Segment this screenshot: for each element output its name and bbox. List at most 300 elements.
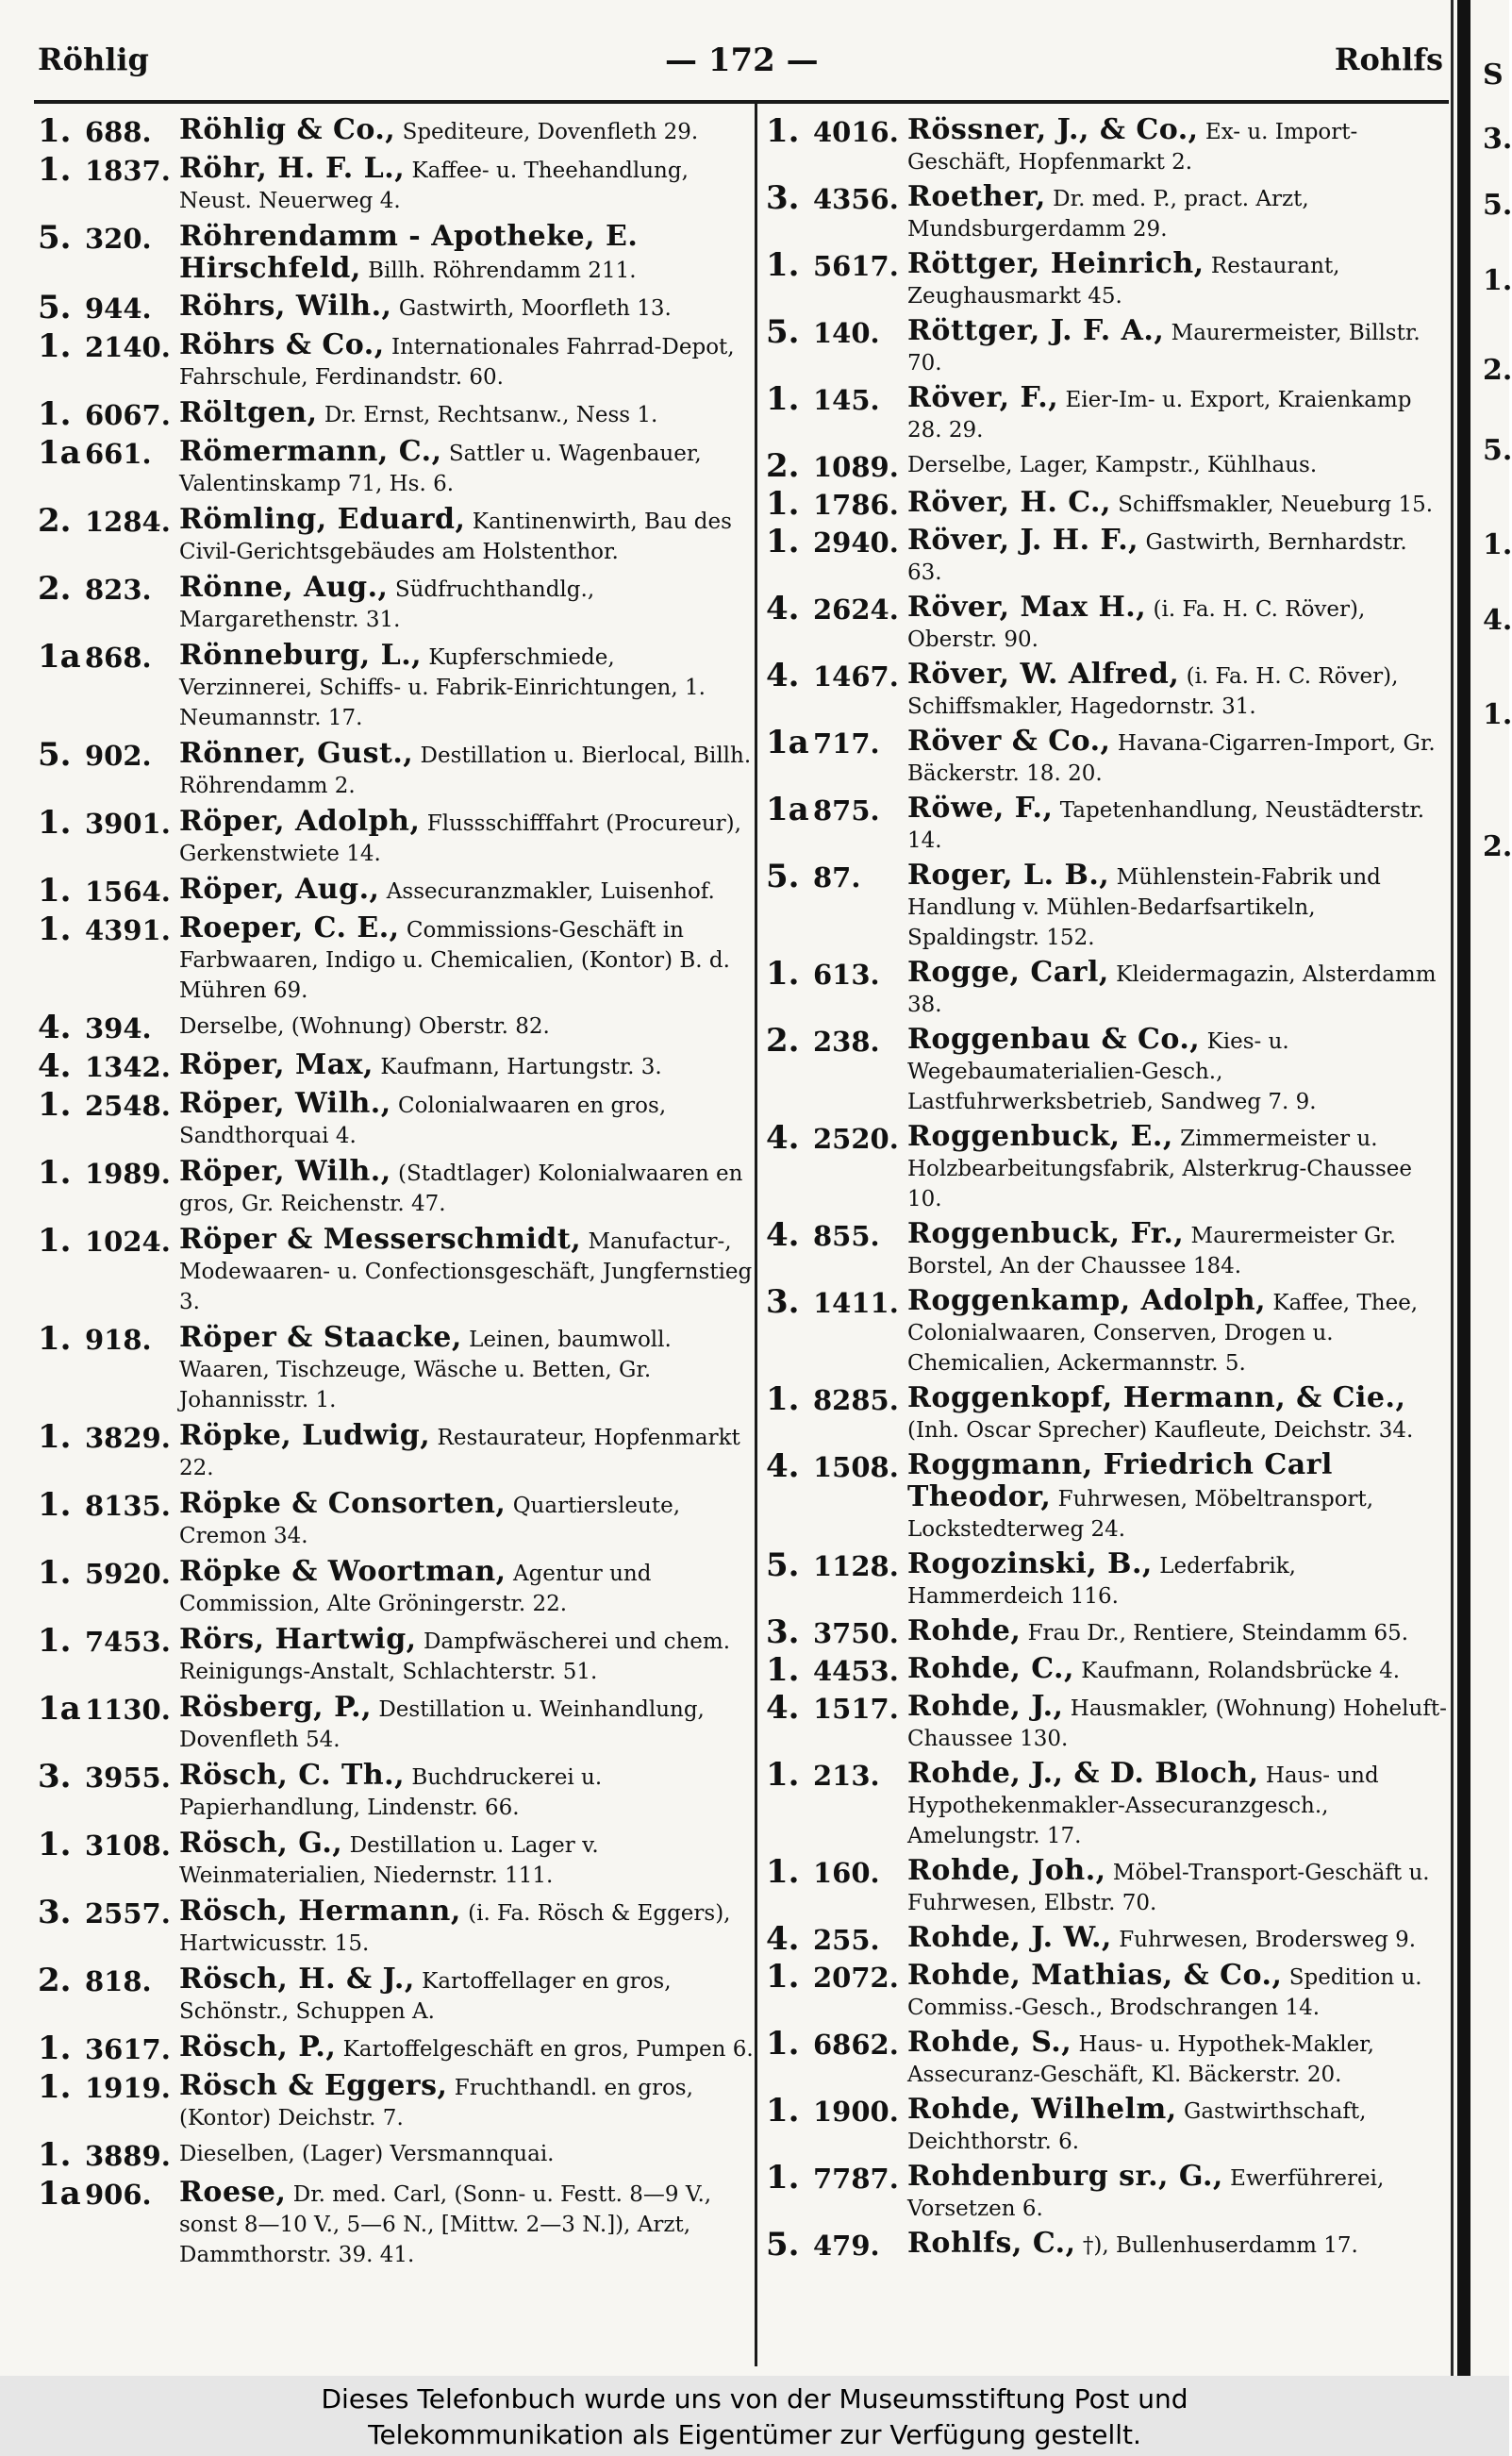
line-number: 868.: [85, 642, 152, 674]
subscriber-details: Ewerführerei, Vorsetzen 6.: [907, 2166, 1385, 2221]
directory-entry: [766, 860, 1447, 953]
directory-entry: [766, 1380, 1447, 1445]
entry-text: [179, 437, 755, 499]
subscriber-name: Rösch, Hermann,: [179, 1895, 461, 1928]
directory-entry: [766, 1022, 1447, 1117]
subscriber-details: Kies- u. Wegebaumaterialien-Gesch., Lastfuhrwerksbetrieb, Sandweg 7. 9.: [907, 1029, 1317, 1114]
line-number: 2557.: [85, 1897, 171, 1930]
subscriber-details: Südfruchthandlg., Margarethenstr. 31.: [179, 577, 595, 632]
phone-number: [766, 2025, 907, 2063]
phone-number: [766, 955, 907, 993]
subscriber-name: Roeper, C. E.,: [179, 911, 400, 944]
directory-entry: [766, 1756, 1447, 1851]
exchange-class: 1.: [766, 1958, 800, 1996]
phone-number: [766, 179, 907, 217]
phone-number: [38, 1622, 179, 1660]
directory-entry: [766, 380, 1447, 445]
phone-number: [38, 1896, 179, 1930]
exchange-class: 1.: [38, 1418, 72, 1456]
phone-number: [38, 2068, 179, 2106]
subscriber-name: Roggenkopf, Hermann, & Cie.,: [907, 1381, 1406, 1414]
line-number: 688.: [85, 116, 152, 148]
edge-fragment: 3.: [1483, 123, 1512, 156]
entry-text: [179, 222, 755, 286]
subscriber-details: Dieselben, (Lager) Versmannquai.: [179, 2142, 555, 2166]
directory-entry: [38, 112, 755, 150]
exchange-class: 2.: [38, 1962, 72, 1999]
phone-number: [38, 112, 179, 150]
phone-number: [38, 151, 179, 189]
directory-entry: [38, 151, 755, 216]
entry-text: [907, 1122, 1447, 1214]
footer-line-2: Telekommunikation als Eigentümer zur Verfügung gestellt.: [368, 2419, 1141, 2450]
line-number: 1284.: [85, 506, 171, 538]
subscriber-name: Rohlfs, C.,: [907, 2227, 1076, 2260]
subscriber-name: Rohde, S.,: [907, 2026, 1072, 2059]
edge-fragment: 4.: [1483, 604, 1512, 637]
directory-entry: [766, 1447, 1447, 1545]
phone-number: [38, 434, 179, 472]
entry-text: [907, 727, 1447, 789]
subscriber-details: Flussschifffahrt (Procureur), Gerkenstwiete 14.: [179, 811, 741, 866]
subscriber-name: Rönne, Aug.,: [179, 571, 389, 604]
subscriber-details: Spediteure, Dovenfleth 29.: [402, 120, 699, 144]
directory-entry: [38, 2175, 755, 2270]
directory-entry: [38, 1896, 755, 1959]
exchange-class: 5.: [766, 1546, 800, 1584]
line-number: 320.: [85, 223, 152, 255]
phone-number: [766, 1853, 907, 1891]
exchange-class: 1.: [766, 1651, 800, 1689]
subscriber-details: (Stadtlager) Kolonialwaaren en gros, Gr. Reichenstr. 47.: [179, 1161, 743, 1216]
line-number: 140.: [813, 317, 880, 349]
line-number: 1919.: [85, 2072, 171, 2104]
exchange-class: 1a: [766, 724, 809, 761]
exchange-class: 4.: [766, 1920, 800, 1958]
line-number: 823.: [85, 574, 152, 606]
phone-number: [38, 1320, 179, 1358]
phone-number: [766, 657, 907, 694]
subscriber-details: Gastwirth, Moorfleth 13.: [398, 296, 672, 321]
entry-text: [179, 1557, 755, 1619]
subscriber-details: Dampfwäscherei und chem. Reinigungs-Anstalt, Schlachterstr. 51.: [179, 1629, 731, 1684]
entry-text: [907, 526, 1447, 588]
phone-number: [766, 313, 907, 351]
subscriber-details: Schiffsmakler, Neueburg 15.: [1118, 493, 1434, 517]
line-number: 7453.: [85, 1626, 171, 1658]
phone-number: [38, 2136, 179, 2174]
line-number: 1508.: [813, 1451, 899, 1483]
entry-text: [907, 1692, 1447, 1754]
subscriber-name: Röhlig & Co.,: [179, 113, 396, 146]
subscriber-name: Rörs, Hartwig,: [179, 1623, 417, 1656]
entry-text: [907, 660, 1447, 722]
line-number: 2940.: [813, 526, 899, 559]
line-number: 944.: [85, 292, 152, 325]
subscriber-details: Fruchthandl. en gros, (Kontor) Deichstr. 7.: [179, 2076, 693, 2130]
subscriber-details: Billh. Röhrendamm 211.: [368, 259, 637, 283]
phone-number: [38, 1554, 179, 1592]
subscriber-details: Tapetenhandlung, Neustädterstr. 14.: [907, 798, 1425, 853]
subscriber-details: Leinen, baumwoll. Waaren, Tischzeuge, Wäsche u. Betten, Gr. Johannisstr. 1.: [179, 1328, 672, 1412]
phone-number: [38, 1964, 179, 1997]
exchange-class: 1.: [38, 1622, 72, 1660]
subscriber-name: Rogge, Carl,: [907, 956, 1109, 989]
subscriber-details: Dr. Ernst, Rechtsanw., Ness 1.: [324, 403, 658, 427]
exchange-class: 3.: [38, 1758, 72, 1796]
directory-entry: [766, 1853, 1447, 1918]
entry-text: [179, 875, 755, 907]
exchange-class: 2.: [766, 447, 800, 485]
exchange-class: 1.: [766, 2092, 800, 2130]
line-number: 1837.: [85, 155, 171, 187]
directory-entry: [38, 1758, 755, 1823]
phone-number: [766, 1613, 907, 1651]
entry-text: [179, 154, 755, 216]
subscriber-name: Röver, H. C.,: [907, 486, 1111, 519]
exchange-class: 1.: [766, 1853, 800, 1891]
directory-entry: [766, 246, 1447, 311]
directory-entry: [766, 1689, 1447, 1754]
edge-fragment: 1.: [1483, 264, 1512, 297]
subscriber-details: Agentur und Commission, Alte Gröningerstr. 22.: [179, 1562, 652, 1616]
directory-entry: [38, 434, 755, 499]
exchange-class: 1.: [38, 1826, 72, 1863]
line-number: 238.: [813, 1026, 880, 1058]
edge-fragment: 1.: [1483, 528, 1512, 561]
directory-entry: [766, 1216, 1447, 1281]
subscriber-name: Rohde, Mathias, & Co.,: [907, 1959, 1283, 1992]
directory-entry: [38, 1320, 755, 1415]
exchange-class: 1.: [38, 872, 72, 910]
subscriber-name: Rösch, G.,: [179, 1827, 343, 1860]
subscriber-name: Rohde, Wilhelm,: [907, 2093, 1177, 2126]
exchange-class: 1.: [38, 1222, 72, 1260]
phone-number: [766, 2226, 907, 2264]
subscriber-name: Röltgen,: [179, 396, 318, 429]
exchange-class: 1.: [38, 1320, 72, 1358]
subscriber-name: Röver, W. Alfred,: [907, 658, 1180, 691]
entry-text: [907, 794, 1447, 856]
subscriber-details: Quartiersleute, Cremon 34.: [179, 1494, 681, 1548]
directory-entry: [38, 1554, 755, 1619]
subscriber-details: Kleidermagazin, Alsterdamm 38.: [907, 962, 1437, 1017]
entry-text: [179, 641, 755, 733]
entry-text: [907, 1286, 1447, 1378]
entry-text: [179, 1693, 755, 1755]
subscriber-details: Kaffee- u. Theehandlung, Neust. Neuerweg 4.: [179, 159, 689, 213]
subscriber-details: (i. Fa. H. C. Röver), Schiffsmakler, Hagedornstr. 31.: [907, 664, 1399, 719]
exchange-class: 1.: [766, 2025, 800, 2063]
exchange-class: 2.: [38, 570, 72, 608]
entry-text: [179, 807, 755, 869]
directory-entry: [38, 289, 755, 326]
entry-text: [907, 115, 1447, 177]
phone-number: [766, 1380, 907, 1418]
line-number: 3750.: [813, 1617, 899, 1649]
entry-text: [907, 249, 1447, 311]
subscriber-details: Dr. med. P., pract. Arzt, Mundsburgerdamm 29.: [907, 187, 1309, 242]
subscriber-details: (Inh. Oscar Sprecher) Kaufleute, Deichstr. 34.: [907, 1418, 1414, 1443]
line-number: 4356.: [813, 183, 899, 215]
subscriber-name: Rohde, J. W.,: [907, 1921, 1112, 1954]
subscriber-details: Kartoffellager en gros, Schönstr., Schuppen A.: [179, 1969, 672, 2024]
exchange-class: 1a: [38, 638, 81, 676]
subscriber-details: Mühlenstein-Fabrik und Handlung v. Mühlen-Bedarfsartikeln, Spaldingstr. 152.: [907, 865, 1381, 950]
subscriber-details: Internationales Fahrrad-Depot, Fahrschule, Ferdinandstr. 60.: [179, 335, 735, 390]
phone-number: [766, 1920, 907, 1958]
entry-text: [907, 383, 1447, 445]
phone-number: [766, 1216, 907, 1254]
entry-text: [907, 2162, 1447, 2224]
subscriber-name: Roether,: [907, 180, 1046, 213]
line-number: 1467.: [813, 660, 899, 693]
subscriber-name: Röver, J. H. F.,: [907, 524, 1139, 557]
directory-entry: [38, 2068, 755, 2133]
phone-number: [38, 219, 179, 257]
subscriber-details: Kaufmann, Hartungstr. 3.: [380, 1055, 662, 1079]
entry-text: [179, 1323, 755, 1415]
subscriber-name: Röwe, F.,: [907, 792, 1054, 825]
line-number: 8285.: [813, 1384, 899, 1416]
line-number: 1900.: [813, 2096, 899, 2128]
directory-entry: [766, 523, 1447, 588]
directory-entry: [38, 1826, 755, 1891]
phone-number: [38, 1418, 179, 1456]
directory-entry: [766, 447, 1447, 485]
directory-entry: [766, 1651, 1447, 1689]
line-number: 818.: [85, 1965, 152, 1997]
phone-number: [38, 638, 179, 676]
directory-entry: [766, 1119, 1447, 1214]
column-divider: [755, 102, 757, 2366]
subscriber-name: Rohde, Joh.,: [907, 1854, 1106, 1887]
subscriber-name: Röttger, J. F. A.,: [907, 314, 1165, 347]
entry-text: [179, 1896, 755, 1959]
directory-entry: [766, 2159, 1447, 2224]
exchange-class: 1.: [38, 911, 72, 948]
entry-text: [907, 1450, 1447, 1545]
line-number: 213.: [813, 1760, 880, 1792]
directory-entry: [38, 913, 755, 1006]
phone-number: [38, 395, 179, 433]
entry-text: [907, 316, 1447, 378]
exchange-class: 1.: [766, 246, 800, 284]
phone-number: [766, 1119, 907, 1157]
directory-entry: [38, 1086, 755, 1151]
subscriber-details: (i. Fa. H. C. Röver), Oberstr. 90.: [907, 597, 1366, 652]
phone-number: [38, 1486, 179, 1524]
directory-entry: [766, 2025, 1447, 2090]
line-number: 160.: [813, 1857, 880, 1889]
entry-text: [907, 2095, 1447, 2157]
line-number: 3108.: [85, 1829, 171, 1862]
exchange-class: 1.: [38, 2136, 72, 2174]
line-number: 1989.: [85, 1158, 171, 1190]
subscriber-details: Restaurant, Zeughausmarkt 45.: [907, 254, 1340, 309]
subscriber-name: Rohdenburg sr., G.,: [907, 2160, 1223, 2193]
line-number: 7787.: [813, 2163, 899, 2195]
exchange-class: 3.: [766, 1613, 800, 1651]
line-number: 2520.: [813, 1123, 899, 1155]
phone-number: [766, 112, 907, 150]
entry-text: [907, 1383, 1447, 1445]
exchange-class: 2.: [766, 1022, 800, 1060]
subscriber-name: Rönneburg, L.,: [179, 639, 423, 672]
subscriber-details: Derselbe, (Wohnung) Oberstr. 82.: [179, 1014, 550, 1039]
subscriber-details: Destillation u. Lager v. Weinmaterialien, Niedernstr. 111.: [179, 1833, 599, 1888]
directory-entry: [766, 1920, 1447, 1958]
line-number: 717.: [813, 727, 880, 760]
subscriber-details: Assecuranzmakler, Luisenhof.: [386, 879, 715, 904]
edge-fragment: 5.: [1483, 189, 1512, 222]
entry-text: [179, 2032, 755, 2064]
line-number: 479.: [813, 2230, 880, 2262]
exchange-class: 1.: [38, 804, 72, 842]
subscriber-name: Röper, Aug.,: [179, 873, 380, 906]
exchange-class: 1.: [38, 1486, 72, 1524]
line-number: 1517.: [813, 1693, 899, 1725]
subscriber-name: Röver, F.,: [907, 381, 1059, 414]
phone-number: [766, 590, 907, 627]
subscriber-details: Gastwirth, Bernhardstr. 63.: [907, 530, 1407, 585]
subscriber-details: Zimmermeister u. Holzbearbeitungsfabrik, Alsterkrug-Chaussee 10.: [907, 1127, 1412, 1211]
directory-entry: [38, 1011, 755, 1044]
entry-text: [907, 488, 1447, 520]
line-number: 6067.: [85, 399, 171, 431]
exchange-class: 4.: [766, 1689, 800, 1727]
line-number: 8135.: [85, 1490, 171, 1522]
directory-entry: [38, 872, 755, 910]
subscriber-name: Röpke & Consorten,: [179, 1487, 507, 1520]
directory-entry: [38, 804, 755, 869]
subscriber-details: Lederfabrik, Hammerdeich 116.: [907, 1554, 1296, 1609]
phone-number: [766, 791, 907, 828]
subscriber-details: Maurermeister, Billstr. 70.: [907, 321, 1421, 376]
exchange-class: 1.: [766, 1756, 800, 1794]
phone-number: [766, 1447, 907, 1485]
phone-number: [766, 246, 907, 284]
line-number: 2072.: [813, 1962, 899, 1994]
entry-text: [179, 913, 755, 1006]
exchange-class: 1a: [38, 434, 81, 472]
line-number: 1089.: [813, 451, 899, 483]
phone-number: [38, 1154, 179, 1192]
line-number: 2140.: [85, 331, 171, 363]
entry-text: [907, 1025, 1447, 1117]
phone-number: [38, 1047, 179, 1085]
header-right-catchword: Rohlfs: [1334, 42, 1443, 77]
binding-edge: [1457, 0, 1470, 2376]
header-left-catchword: Röhlig: [38, 42, 149, 77]
exchange-class: 1.: [766, 485, 800, 523]
subscriber-name: Roggenbuck, E.,: [907, 1120, 1173, 1153]
directory-entry: [38, 1622, 755, 1687]
exchange-class: 1.: [38, 327, 72, 365]
subscriber-details: Haus- u. Hypothek-Makler, Assecuranz-Geschäft, Kl. Bäckerstr. 20.: [907, 2032, 1374, 2087]
exchange-class: 1.: [766, 955, 800, 993]
subscriber-details: Eier-Im- u. Export, Kraienkamp 28. 29.: [907, 388, 1412, 443]
line-number: 2548.: [85, 1090, 171, 1122]
exchange-class: 4.: [766, 1216, 800, 1254]
line-number: 875.: [813, 794, 880, 827]
phone-number: [38, 1011, 179, 1044]
directory-entry: [38, 1964, 755, 2027]
phone-number: [38, 327, 179, 365]
exchange-class: 1.: [38, 2068, 72, 2106]
line-number: 1411.: [813, 1287, 899, 1319]
line-number: 918.: [85, 1324, 152, 1356]
line-number: 4453.: [813, 1655, 899, 1687]
line-number: 1786.: [813, 489, 899, 521]
subscriber-name: Röpke & Woortman,: [179, 1555, 507, 1588]
exchange-class: 1a: [38, 2175, 81, 2213]
line-number: 906.: [85, 2179, 152, 2211]
subscriber-details: Maurermeister Gr. Borstel, An der Chaussee 184.: [907, 1224, 1397, 1278]
line-number: 394.: [85, 1012, 152, 1044]
adjacent-page-edge: [1477, 0, 1512, 2376]
subscriber-details: Frau Dr., Rentiere, Steindamm 65.: [1027, 1621, 1409, 1646]
entry-text: [907, 1759, 1447, 1851]
phone-number: [766, 1283, 907, 1321]
subscriber-details: Spedition u. Commiss.-Gesch., Brodschrangen 14.: [907, 1965, 1422, 2020]
subscriber-name: Röhrs & Co.,: [179, 328, 385, 361]
entry-text: [907, 1616, 1447, 1648]
directory-entry: [766, 179, 1447, 244]
directory-entry: [766, 1283, 1447, 1378]
phone-number: [766, 380, 907, 418]
line-number: 855.: [813, 1220, 880, 1252]
phone-number: [38, 1826, 179, 1863]
directory-entry: [766, 590, 1447, 655]
directory-entry: [38, 1047, 755, 1085]
directory-entry: [766, 485, 1447, 523]
entry-text: [907, 450, 1447, 480]
phone-number: [766, 724, 907, 761]
subscriber-details: Derselbe, Lager, Kampstr., Kühlhaus.: [907, 453, 1318, 477]
exchange-class: 1.: [38, 395, 72, 433]
exchange-class: 3.: [38, 1894, 72, 1931]
entry-text: [179, 330, 755, 393]
line-number: 902.: [85, 740, 152, 772]
directory-entry: [766, 724, 1447, 789]
header-rule: [34, 100, 1449, 104]
phone-number: [766, 1689, 907, 1727]
subscriber-name: Rogozinski, B.,: [907, 1547, 1153, 1580]
exchange-class: 1.: [766, 380, 800, 418]
subscriber-details: Restaurateur, Hopfenmarkt 22.: [179, 1426, 740, 1480]
directory-entry: [766, 1958, 1447, 2023]
subscriber-name: Rohde, J., & D. Bloch,: [907, 1757, 1259, 1790]
line-number: 1128.: [813, 1550, 899, 1582]
line-number: 3889.: [85, 2140, 171, 2172]
directory-entry: [38, 327, 755, 393]
directory-entry: [38, 1690, 755, 1755]
subscriber-details: Destillation u. Weinhandlung, Dovenfleth 54.: [179, 1697, 705, 1752]
subscriber-name: Rösch & Eggers,: [179, 2069, 448, 2102]
entry-text: [907, 860, 1447, 953]
phone-number: [38, 1222, 179, 1260]
subscriber-details: †), Bullenhuserdamm 17.: [1082, 2233, 1358, 2258]
directory-entry: [766, 2226, 1447, 2264]
subscriber-details: Kartoffelgeschäft en gros, Pumpen 6.: [342, 2037, 754, 2062]
line-number: 4391.: [85, 914, 171, 946]
entry-text: [179, 1157, 755, 1219]
entry-text: [907, 1923, 1447, 1955]
directory-entry: [766, 791, 1447, 856]
phone-number: [38, 804, 179, 842]
subscriber-details: Fuhrwesen, Möbeltransport, Lockstedterweg 24.: [907, 1487, 1374, 1542]
